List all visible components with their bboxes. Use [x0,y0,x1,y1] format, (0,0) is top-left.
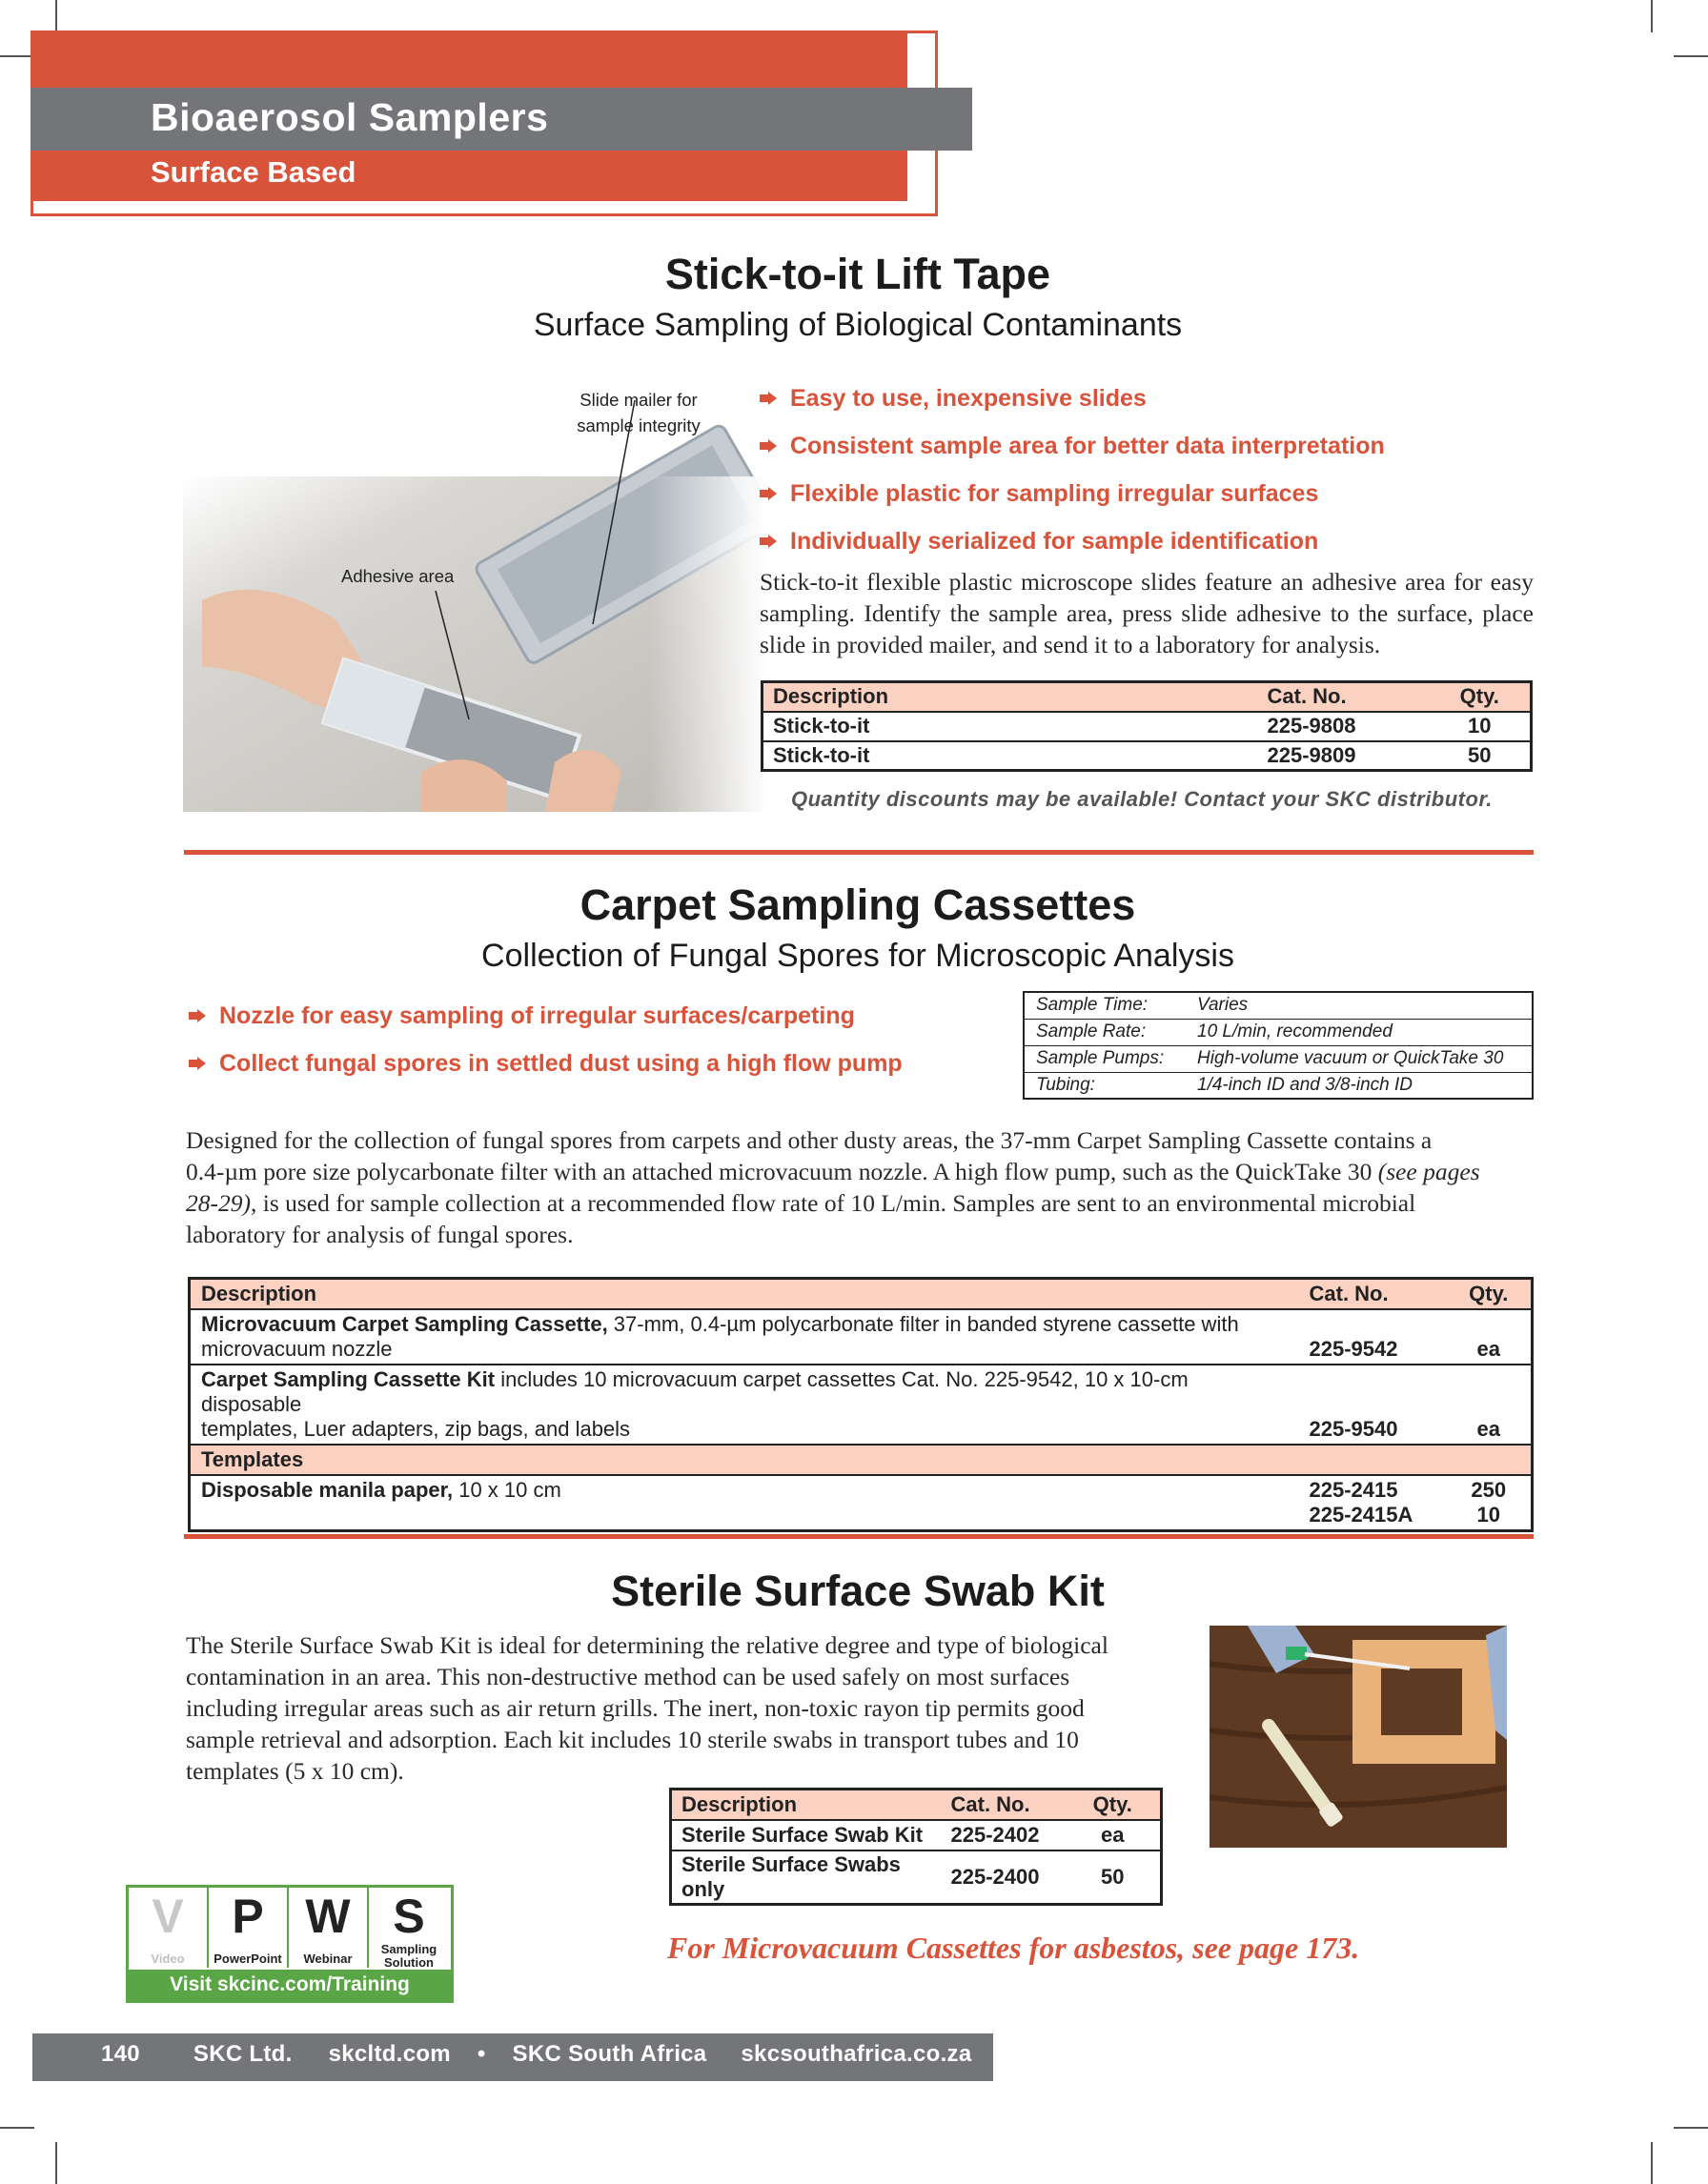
swab-table [669,1788,1163,1906]
body-line: including irregular areas such as air return grills. The inert, non-toxic rayon tip permits good [186,1694,1085,1722]
table-header: Qty. [1066,1790,1162,1820]
bullet-item [760,422,1385,470]
mailer-callout-line2: sample integrity [577,415,701,435]
powerpoint-letter: P [232,1890,264,1943]
footer-separator: • [477,2041,486,2067]
table-cell: ea [1447,1309,1533,1365]
table-header-row [190,1279,1533,1310]
spec-value: 10 L/min, recommended [1186,1019,1533,1045]
spec-row [1024,992,1533,1019]
spec-label: Sample Rate: [1024,1019,1186,1045]
table-header: Cat. No. [1258,682,1430,712]
sampling-solution-cell [369,1888,449,1968]
spec-row [1024,1045,1533,1072]
bullet-item [760,374,1385,422]
product-name: Microvacuum Carpet Sampling Cassette, [201,1312,608,1336]
crop-mark [55,0,57,32]
webinar-cell [289,1888,369,1968]
section-subtitle-lift-tape: Surface Sampling of Biological Contaminants [533,307,1183,343]
table-cell: ea [1447,1365,1533,1445]
table-header: Cat. No. [1299,1279,1447,1310]
table-row [190,1309,1533,1365]
crop-mark [1651,0,1653,32]
product-desc: includes 10 microvacuum carpet cassettes Cat. No. 225-9542, 10 x 10-cm disposable [201,1367,1189,1416]
body-line [186,1187,1539,1219]
footer-text [101,2041,972,2068]
powerpoint-cell [209,1888,289,1968]
product-desc: 10 x 10 cm [453,1478,561,1502]
table-row [762,712,1532,741]
table-cell [190,1309,1299,1365]
page-reference: (see pages [1377,1158,1480,1185]
carpet-spec-table [1023,991,1534,1100]
crop-mark [1651,2142,1653,2184]
adhesive-callout: Adhesive area [341,566,455,586]
mailer-callout-line1: Slide mailer for [580,390,698,410]
crop-mark [55,2142,57,2184]
body-line: sample retrieval and adsorption. Each kit includes 10 sterile swabs in transport tubes and 10 [186,1726,1079,1753]
body-line: Designed for the collection of fungal spores from carpets and other dusty areas, the 37-mm Carpet Sampling Cassette contains a [186,1126,1433,1154]
asbestos-crossref: For Microvacuum Cassettes for asbestos, see page 173. [667,1931,1360,1965]
table-header: Description [671,1790,942,1820]
table-cell [190,1475,1299,1531]
table-cell: 225-2400 [950,1864,1040,1889]
bullet-text: Easy to use, inexpensive slides [790,384,1147,412]
webinar-label: Webinar [303,1951,353,1966]
bullet-text: Nozzle for easy sampling of irregular surfaces/carpeting [219,1001,855,1029]
lift-tape-bullets [760,374,1385,565]
bullet-item [760,517,1385,565]
video-label: Video [151,1951,185,1966]
cat-number: 225-2415 [1309,1478,1398,1502]
table-header: Description [190,1279,1299,1310]
sampling-letter: S [393,1890,425,1943]
bullet-text: Individually serialized for sample identification [790,527,1319,555]
body-line: slide in provided mailer, and send it to a laboratory for analysis. [760,631,1381,658]
arrow-icon [760,392,777,405]
lift-tape-table [761,680,1533,772]
table-cell: 225-9540 [1299,1365,1447,1445]
table-row [762,741,1532,771]
table-cell [1299,1475,1447,1531]
section-title-swab: Sterile Surface Swab Kit [611,1567,1105,1615]
table-row [671,1850,1162,1905]
crop-mark [1674,2127,1708,2129]
arrow-icon [189,1057,206,1070]
video-letter: V [152,1890,184,1943]
solution-label: Solution [384,1955,434,1970]
table-cell: 50 [1468,742,1492,767]
page-title: Bioaerosol Samplers [151,95,549,139]
webinar-letter: W [305,1890,351,1943]
quantity: 10 [1476,1503,1500,1527]
crop-mark [1674,55,1708,57]
bullet-text: Consistent sample area for better data interpretation [790,432,1385,459]
mailer-callout [553,387,724,438]
arrow-icon [760,439,777,453]
table-cell [190,1365,1299,1445]
table-header-row [762,682,1532,712]
lift-tape-photo [183,381,766,812]
footer-website[interactable]: skcsouthafrica.co.za [741,2041,972,2067]
footer-company: SKC Ltd. [193,2041,293,2067]
section-divider [184,850,1534,855]
body-line: sampling. Identify the sample area, press slide adhesive to the surface, place [760,599,1534,627]
table-header: Qty. [1447,1279,1533,1310]
table-header-row [671,1790,1162,1820]
spec-value: Varies [1186,992,1533,1019]
table-cell: Stick-to-it [762,712,1258,741]
table-row [671,1820,1162,1850]
spec-label: Sample Pumps: [1024,1045,1186,1072]
table-row [190,1475,1533,1531]
page-subtitle: Surface Based [151,155,356,189]
bullet-item [189,992,903,1040]
body-line: The Sterile Surface Swab Kit is ideal for determining the relative degree and type of biological [186,1631,1108,1659]
table-cell: Sterile Surface Swab Kit [671,1820,942,1850]
table-cell: Stick-to-it [773,742,870,767]
table-cell: 225-9809 [1267,742,1356,767]
carpet-description [186,1124,1539,1250]
spec-label: Sample Time: [1024,992,1186,1019]
table-cell: 10 [1430,712,1532,741]
spec-label: Tubing: [1036,1074,1095,1095]
table-cell: ea [1066,1820,1162,1850]
training-badge[interactable] [126,1885,454,2003]
powerpoint-label: PowerPoint [214,1951,282,1966]
bullet-item [189,1040,903,1087]
table-cell [1447,1475,1533,1531]
body-line: laboratory for analysis of fungal spores. [186,1221,574,1248]
arrow-icon [189,1009,206,1022]
quantity-discount-note: Quantity discounts may be available! Contact your SKC distributor. [791,787,1493,811]
table-header: Description [762,682,1258,712]
bullet-text: Collect fungal spores in settled dust using a high flow pump [219,1049,903,1077]
arrow-icon [760,487,777,500]
body-text: , is used for sample collection at a recommended flow rate of 10 L/min. Samples are sent to an environmental microbial [250,1189,1416,1217]
body-text: 0.4-µm pore size polycarbonate filter with an attached microvacuum nozzle. A high flow pump, such as the QuickTake 30 [186,1158,1378,1185]
bullet-text: Flexible plastic for sampling irregular surfaces [790,479,1319,507]
table-cell: 225-9542 [1299,1309,1447,1365]
sampling-label: Sampling [380,1942,437,1956]
video-cell [129,1888,209,1968]
spec-value: 1/4-inch ID and 3/8-inch ID [1197,1074,1413,1095]
spec-row [1024,1072,1533,1099]
product-desc: templates, Luer adapters, zip bags, and labels [201,1417,631,1441]
product-name: Disposable manila paper, [201,1478,454,1502]
body-line [186,1156,1539,1187]
footer-website[interactable]: skcltd.com [328,2041,451,2067]
table-header: Cat. No. [942,1790,1066,1820]
table-header: Qty. [1430,682,1532,712]
body-line: templates (5 x 10 cm). [186,1757,404,1785]
page-number: 140 [101,2041,140,2067]
spec-row [1024,1019,1533,1045]
crop-mark [0,55,34,57]
header-accent-top [30,30,907,91]
footer-company: SKC South Africa [512,2041,707,2067]
product-desc: microvacuum nozzle [201,1337,393,1361]
arrow-icon [760,535,777,548]
carpet-bullets [189,992,903,1087]
swab-kit-photo [1210,1626,1507,1848]
table-cell: Sterile Surface Swabs only [681,1851,901,1901]
section-title-carpet: Carpet Sampling Cassettes [580,880,1136,929]
page-reference: 28-29) [186,1189,251,1217]
table-row [190,1365,1533,1445]
lift-tape-description [760,566,1534,660]
table-cell: 225-9808 [1258,712,1430,741]
bullet-item [760,470,1385,517]
section-divider [184,1534,1534,1539]
cat-number: 225-2415A [1309,1503,1413,1527]
table-category: Templates [190,1445,1533,1475]
training-link[interactable]: Visit skcinc.com/Training [129,1970,451,2000]
section-subtitle-carpet: Collection of Fungal Spores for Microscopic Analysis [481,938,1234,974]
body-line: contamination in an area. This non-destructive method can be used safely on most surfaces [186,1663,1070,1690]
spec-value: High-volume vacuum or QuickTake 30 [1186,1045,1533,1072]
crop-mark [0,2127,34,2129]
swab-description [186,1629,1177,1787]
product-desc: 37-mm, 0.4-µm polycarbonate filter in banded styrene cassette with [607,1312,1239,1336]
carpet-table [188,1277,1534,1532]
body-line: Stick-to-it flexible plastic microscope slides feature an adhesive area for easy [760,568,1534,596]
table-cell: 50 [1101,1864,1125,1889]
quantity: 250 [1471,1478,1507,1502]
table-cell: 225-2402 [942,1820,1066,1850]
table-category-row [190,1445,1533,1475]
section-title-lift-tape: Stick-to-it Lift Tape [664,250,1051,298]
product-name: Carpet Sampling Cassette Kit [201,1367,496,1391]
